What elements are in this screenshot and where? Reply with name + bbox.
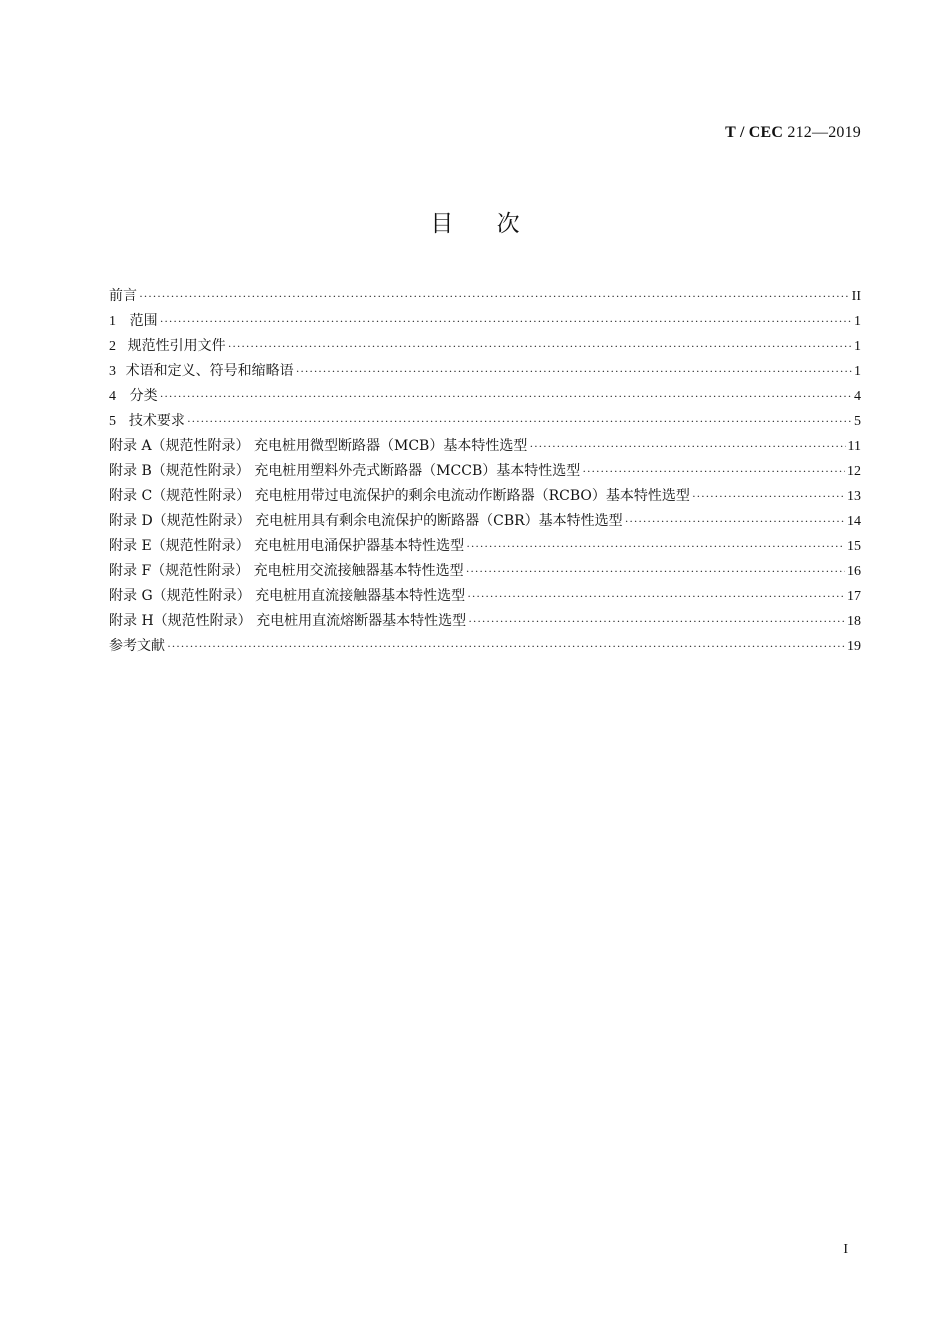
toc-leader-dots xyxy=(187,409,852,434)
toc-entry-label: 技术要求 xyxy=(128,413,185,429)
toc-entry-classification[interactable] xyxy=(109,384,861,409)
toc-entry-foreword[interactable] xyxy=(109,284,861,309)
page-title: 目 次 xyxy=(430,211,538,237)
toc-entry-number: 3 xyxy=(109,364,116,379)
toc-leader-dots xyxy=(296,359,852,384)
toc-leader-dots xyxy=(467,584,845,609)
toc-entry-normative-references[interactable] xyxy=(109,334,861,359)
toc-entry-page: 1 xyxy=(854,314,861,329)
toc-entry-label: 附录 E（规范性附录） 充电桩用电涌保护器基本特性选型 xyxy=(109,538,465,554)
toc-entry-number: 1 xyxy=(109,314,116,329)
toc-entry-page: 14 xyxy=(847,514,861,529)
toc-entry-appendix-f[interactable] xyxy=(109,559,861,584)
toc-entry-number: 5 xyxy=(109,414,116,429)
toc-leader-dots xyxy=(228,334,852,359)
toc-entry-label: 附录 B（规范性附录） 充电桩用塑料外壳式断路器（MCCB）基本特性选型 xyxy=(109,463,581,479)
toc-entry-label: 规范性引用文件 xyxy=(127,338,226,354)
toc-entry-page: 1 xyxy=(854,364,861,379)
page-number: I xyxy=(843,1242,848,1257)
toc-entry-appendix-e[interactable] xyxy=(109,534,861,559)
toc-leader-dots xyxy=(466,534,845,559)
toc-entry-technical-requirements[interactable] xyxy=(109,409,861,434)
toc-entry-appendix-c[interactable] xyxy=(109,484,861,509)
toc-entry-page: 15 xyxy=(847,539,861,554)
toc-entry-terms-definitions[interactable] xyxy=(109,359,861,384)
toc-entry-label: 范围 xyxy=(129,313,158,329)
toc-entry-page: 1 xyxy=(854,339,861,354)
toc-leader-dots xyxy=(160,309,852,334)
toc-entry-page: 4 xyxy=(854,389,861,404)
toc-entry-bibliography[interactable] xyxy=(109,634,861,659)
toc-entry-appendix-d[interactable] xyxy=(109,509,861,534)
toc-leader-dots xyxy=(625,509,845,534)
toc-entry-appendix-b[interactable] xyxy=(109,459,861,484)
toc-entry-label: 附录 D（规范性附录） 充电桩用具有剩余电流保护的断路器（CBR）基本特性选型 xyxy=(109,513,623,529)
toc-entry-page: II xyxy=(851,289,861,304)
toc-leader-dots xyxy=(160,384,852,409)
toc-entry-page: 11 xyxy=(847,439,861,454)
toc-leader-dots xyxy=(466,559,845,584)
document-code-prefix: T / CEC xyxy=(725,124,784,141)
toc-entry-page: 5 xyxy=(854,414,861,429)
toc-entry-label: 附录 A（规范性附录） 充电桩用微型断路器（MCB）基本特性选型 xyxy=(109,438,528,454)
document-code xyxy=(725,124,861,142)
toc-entry-label: 术语和定义、符号和缩略语 xyxy=(125,363,294,379)
toc-entry-page: 19 xyxy=(847,639,861,654)
toc-entry-page: 16 xyxy=(847,564,861,579)
toc-entry-label: 附录 F（规范性附录） 充电桩用交流接触器基本特性选型 xyxy=(109,563,464,579)
toc-entry-label: 分类 xyxy=(129,388,158,404)
toc-leader-dots xyxy=(468,609,845,634)
toc-entry-appendix-g[interactable] xyxy=(109,584,861,609)
toc-leader-dots xyxy=(582,459,845,484)
toc-entry-label: 附录 H（规范性附录） 充电桩用直流熔断器基本特性选型 xyxy=(109,613,467,629)
toc-entry-scope[interactable] xyxy=(109,309,861,334)
table-of-contents xyxy=(109,284,861,659)
toc-leader-dots xyxy=(529,434,845,459)
toc-entry-number: 2 xyxy=(109,339,116,354)
toc-entry-label: 前言 xyxy=(109,288,137,304)
document-code-number: 212—2019 xyxy=(787,124,861,141)
toc-entry-appendix-h[interactable] xyxy=(109,609,861,634)
toc-entry-label: 参考文献 xyxy=(109,638,165,654)
toc-entry-page: 13 xyxy=(847,489,861,504)
toc-entry-label: 附录 C（规范性附录） 充电桩用带过电流保护的剩余电流动作断路器（RCBO）基本特性选型 xyxy=(109,488,690,504)
toc-leader-dots xyxy=(139,284,850,309)
toc-entry-page: 12 xyxy=(847,464,861,479)
toc-entry-page: 17 xyxy=(847,589,861,604)
toc-entry-number: 4 xyxy=(109,389,116,404)
toc-leader-dots xyxy=(692,484,845,509)
toc-entry-label: 附录 G（规范性附录） 充电桩用直流接触器基本特性选型 xyxy=(109,588,466,604)
toc-leader-dots xyxy=(167,634,845,659)
toc-entry-page: 18 xyxy=(847,614,861,629)
toc-entry-appendix-a[interactable] xyxy=(109,434,861,459)
